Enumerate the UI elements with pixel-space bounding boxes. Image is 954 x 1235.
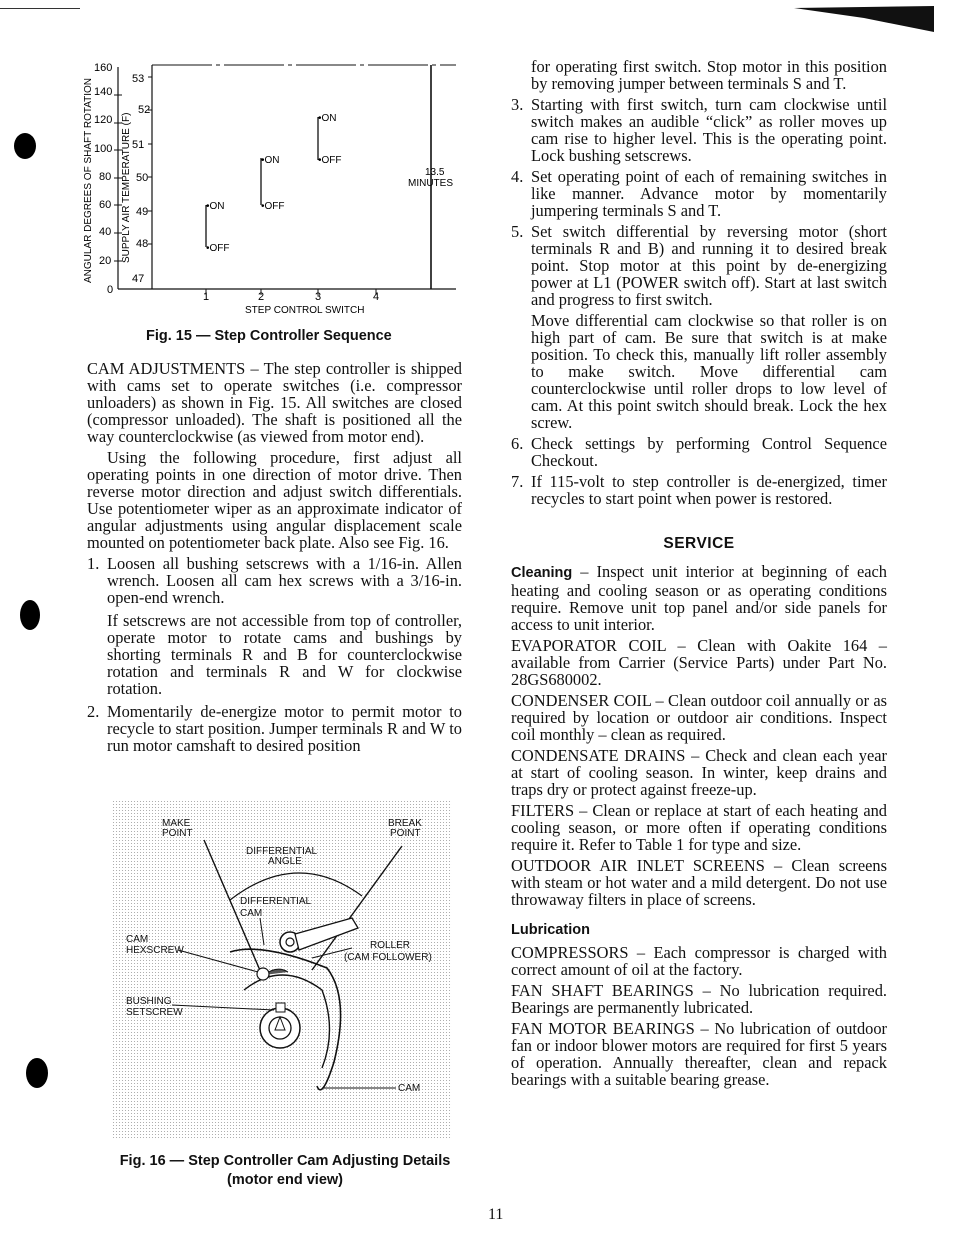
list-item-sub: If setscrews are not accessible from top of controller, operate motor to rotate cams and bushings by shorting terminals R and B for counterclockwise rotation and terminals R and W for clockwise rotation. bbox=[107, 611, 462, 698]
drains-paragraph: CONDENSATE DRAINS – Check and clean each year at start of cooling season. In winter, keep drains and traps dry or protect against freeze-up. bbox=[511, 746, 887, 799]
temp-tick: 47 bbox=[132, 273, 145, 285]
x-tick: 1 bbox=[203, 291, 210, 303]
left-axis-label: ANGULAR DEGREES OF SHAFT ROTATION bbox=[83, 77, 94, 283]
cam-hexscrew-label: CAM bbox=[126, 934, 149, 945]
binder-hole bbox=[26, 1058, 48, 1088]
cam-adjustments-head: CAM ADJUSTMENTS bbox=[87, 359, 246, 378]
procedure-paragraph: Using the following procedure, first adjust all operating points in one direction of motor drive. Then reverse motor direction and adjust switch differentials. Use potentiometer wiper as an approximate indicator of angular adjustments using angular displacement scale mounted on potentiometer back plate. Also see Fig. 16. bbox=[87, 448, 462, 552]
left-tick: 80 bbox=[99, 171, 112, 183]
cam-label: CAM bbox=[398, 1083, 421, 1094]
off-label: •OFF bbox=[261, 201, 285, 212]
list-item: 6. Check settings by performing Control Sequence Checkout. bbox=[511, 434, 887, 470]
continued-paragraph: for operating first switch. Stop motor in this position by removing jumper between terminals S and T. bbox=[531, 57, 887, 93]
cam-adjustments-paragraph: CAM ADJUSTMENTS – The step controller is shipped with cams set to operate switches (i.e. compressor unloaders) as shown in Fig. 15. All switches are closed (compressor unloaded). The shaft is positioned all the way counterclockwise (as viewed from motor end). bbox=[87, 359, 462, 446]
minutes-value: 13.5 bbox=[425, 167, 445, 178]
temp-tick: 48 bbox=[136, 238, 149, 250]
binder-hole bbox=[14, 133, 36, 159]
make-point-label: MAKE bbox=[162, 818, 191, 829]
page-number: 11 bbox=[488, 1206, 504, 1223]
x-tick: 4 bbox=[373, 291, 380, 303]
temp-tick: 53 bbox=[132, 73, 145, 85]
condenser-paragraph: CONDENSER COIL – Clean outdoor coil annually or as required by location or outdoor air conditions. Inspect coil monthly – clean as required. bbox=[511, 691, 887, 744]
corner-mark bbox=[794, 6, 944, 36]
left-ticks bbox=[94, 62, 113, 296]
screens-paragraph: OUTDOOR AIR INLET SCREENS – Clean screens with steam or hot water and a mild detergent. Do not use throwaway filters in place of screens. bbox=[511, 856, 887, 909]
filters-paragraph: FILTERS – Clean or replace at start of each heating and cooling season, or more often if operating conditions require it. Refer to Table 1 for type and size. bbox=[511, 801, 887, 854]
list-item: 3. Starting with first switch, turn cam clockwise until switch makes an audible “click” as roller moves up cam rise to higher level. This is the operating point. Lock bushing setscrews. bbox=[511, 95, 887, 165]
list-item: 1. Loosen all bushing setscrews with a 1/16-in. Allen wrench. Loosen all cam hex screws with a 3/16-in. open-end wrench. bbox=[87, 554, 462, 607]
bushing-setscrew-label: BUSHING bbox=[126, 996, 172, 1007]
left-tick: 120 bbox=[94, 114, 113, 126]
left-tick: 20 bbox=[99, 255, 112, 267]
list-item: 4. Set operating point of each of remaining switches in like manner. Advance motor by momentarily jumpering terminals S and T. bbox=[511, 167, 887, 220]
x-axis-label: STEP CONTROL SWITCH bbox=[245, 305, 365, 316]
roller-label: ROLLER bbox=[370, 940, 411, 951]
compressors-paragraph: COMPRESSORS – Each compressor is charged with correct amount of oil at the factory. bbox=[511, 943, 887, 979]
list-item-sub: Move differential cam clockwise so that roller is on high part of cam. Be sure that switch is at make position. To check this, manually lift roller assembly to make switch. Move differential cam counterclockwise until roller drops to low level of cam. At this point switch should break. Lock the hex screw. bbox=[531, 311, 887, 432]
differential-angle-label: DIFFERENTIAL bbox=[246, 846, 318, 857]
cam-hexscrew-label: HEXSCREW bbox=[126, 945, 184, 956]
evaporator-paragraph: EVAPORATOR COIL – Clean with Oakite 164 – available from Carrier (Service Parts) under Part No. 28GS680002. bbox=[511, 636, 887, 689]
off-label: •OFF bbox=[318, 155, 342, 166]
temp-tick: 52 bbox=[138, 104, 151, 116]
left-tick: 60 bbox=[99, 199, 112, 211]
differential-cam-label: CAM bbox=[240, 908, 263, 919]
left-tick: 40 bbox=[99, 226, 112, 238]
temp-tick: 51 bbox=[132, 139, 145, 151]
figure-16-diagram bbox=[112, 800, 452, 1140]
left-tick: 0 bbox=[107, 284, 114, 296]
minutes-label: MINUTES bbox=[408, 178, 453, 189]
on-label: •ON bbox=[318, 113, 337, 124]
break-point-label: POINT bbox=[390, 828, 421, 839]
figure-15-caption: Fig. 15 — Step Controller Sequence bbox=[146, 328, 392, 344]
list-item: 7. If 115-volt to step controller is de-energized, timer recycles to start point when power is restored. bbox=[511, 472, 887, 508]
roller-label: (CAM FOLLOWER) bbox=[344, 952, 432, 963]
fan-motor-paragraph: FAN MOTOR BEARINGS – No lubrication of outdoor fan or indoor blower motors are required for first 5 years of operation. Annually thereafter, clean and repack bearings with a suitable bearing grease. bbox=[511, 1019, 888, 1089]
binder-hole bbox=[20, 600, 40, 630]
cleaning-paragraph: Cleaning – Inspect unit interior at beginning of each heating and cooling season or as operating conditions require. Remove unit top panel and/or side panels for access to unit interior. bbox=[511, 562, 887, 634]
list-item: 2. Momentarily de-energize motor to permit motor to recycle to start position. Jumper terminals R and W to run motor camshaft to desired position bbox=[87, 702, 462, 755]
x-tick: 2 bbox=[258, 291, 265, 303]
x-tick: 3 bbox=[315, 291, 322, 303]
break-point-label: BREAK bbox=[388, 818, 422, 829]
temp-tick: 50 bbox=[136, 172, 149, 184]
left-column bbox=[87, 360, 462, 758]
figure-16-caption: Fig. 16 — Step Controller Cam Adjusting Details (motor end view) bbox=[119, 1153, 451, 1188]
bushing-setscrew-label: SETSCREW bbox=[126, 1007, 183, 1018]
off-label: •OFF bbox=[206, 243, 230, 254]
figure-15-chart bbox=[80, 55, 480, 317]
left-tick: 160 bbox=[94, 62, 113, 74]
on-label: •ON bbox=[206, 201, 225, 212]
make-point-label: POINT bbox=[162, 828, 193, 839]
list-item: 5. Set switch differential by reversing motor (short terminals R and B) and running it to desired break point. Stop motor at this point by de-energizing power at L1 (POWER switch off). Start at last switch and progress to first switch. bbox=[511, 222, 887, 309]
left-tick: 140 bbox=[94, 86, 113, 98]
header-rule bbox=[0, 8, 80, 9]
right-axis-label: SUPPLY AIR TEMPERATURE (F) bbox=[121, 112, 132, 263]
left-tick: 100 bbox=[94, 143, 113, 155]
service-heading: SERVICE bbox=[663, 535, 735, 552]
differential-cam-label: DIFFERENTIAL bbox=[240, 896, 312, 907]
temp-tick: 49 bbox=[136, 206, 149, 218]
temperature-ticks bbox=[132, 73, 150, 285]
fan-shaft-paragraph: FAN SHAFT BEARINGS – No lubrication required. Bearings are permanently lubricated. bbox=[511, 981, 887, 1017]
on-label: •ON bbox=[261, 155, 280, 166]
differential-angle-label: ANGLE bbox=[268, 856, 302, 867]
lubrication-heading: Lubrication bbox=[511, 922, 590, 938]
right-column bbox=[511, 58, 887, 1092]
